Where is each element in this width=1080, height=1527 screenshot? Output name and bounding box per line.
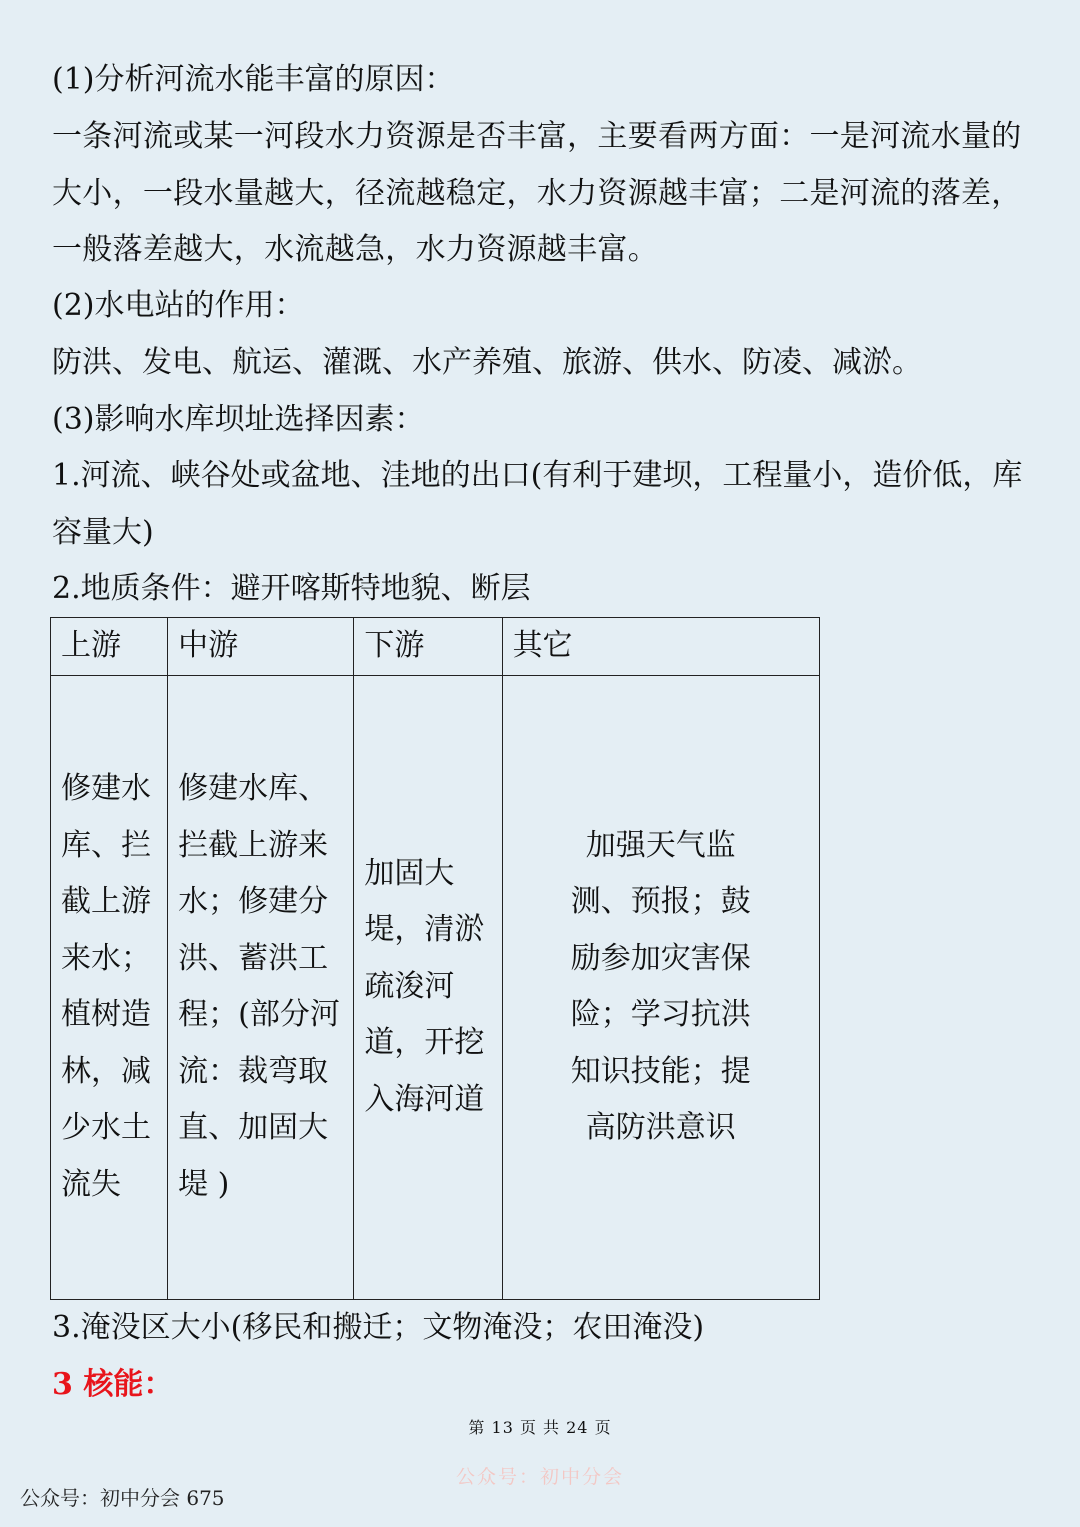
cell-other: 加强天气监测、预报；鼓励参加灾害保险；学习抗洪知识技能；提高防洪意识 <box>502 675 819 1299</box>
page-number: 第 13 页 共 24 页 <box>468 1418 612 1437</box>
cell-midstream: 修建水库、拦截上游来水；修建分洪、蓄洪工程；(部分河流：裁弯取直、加固大堤 ) <box>168 675 354 1299</box>
flood-control-table <box>50 617 820 1300</box>
watermark: 公众号：初中分会 <box>455 1466 624 1488</box>
heading-hydro-reasons: (1)分析河流水能丰富的原因： <box>52 62 455 97</box>
source-label: 公众号：初中分会 675 <box>20 1486 225 1510</box>
heading-dam-site-factors: (3)影响水库坝址选择因素： <box>52 402 425 437</box>
header-upstream: 上游 <box>51 618 168 676</box>
text-station-roles: 防洪、发电、航运、灌溉、水产养殖、旅游、供水、防凌、减淤。 <box>52 345 922 380</box>
header-midstream: 中游 <box>168 618 354 676</box>
table-header-row <box>51 618 820 676</box>
section-heading-nuclear: 3 核能： <box>52 1367 174 1402</box>
table-row <box>51 675 820 1299</box>
header-downstream: 下游 <box>354 618 502 676</box>
cell-upstream: 修建水库、拦截上游来水；植树造林，减少水土流失 <box>51 675 168 1299</box>
cell-downstream: 加固大堤，清淤疏浚河道，开挖入海河道 <box>354 675 502 1299</box>
factor-1: 1.河流、峡谷处或盆地、洼地的出口(有利于建坝，工程量小，造价低，库容量大) <box>52 458 1023 550</box>
factor-2: 2.地质条件：避开喀斯特地貌、断层 <box>52 571 531 606</box>
heading-station-roles: (2)水电站的作用： <box>52 288 305 323</box>
factor-3: 3.淹没区大小(移民和搬迁；文物淹没；农田淹没) <box>52 1310 705 1345</box>
paragraph-hydro-reasons: 一条河流或某一河段水力资源是否丰富，主要看两方面：一是河流水量的大小，一段水量越大，径流越稳定，水力资源越丰富；二是河流的落差，一般落差越大，水流越急，水力资源越丰富。 <box>52 119 1022 267</box>
header-other: 其它 <box>502 618 819 676</box>
